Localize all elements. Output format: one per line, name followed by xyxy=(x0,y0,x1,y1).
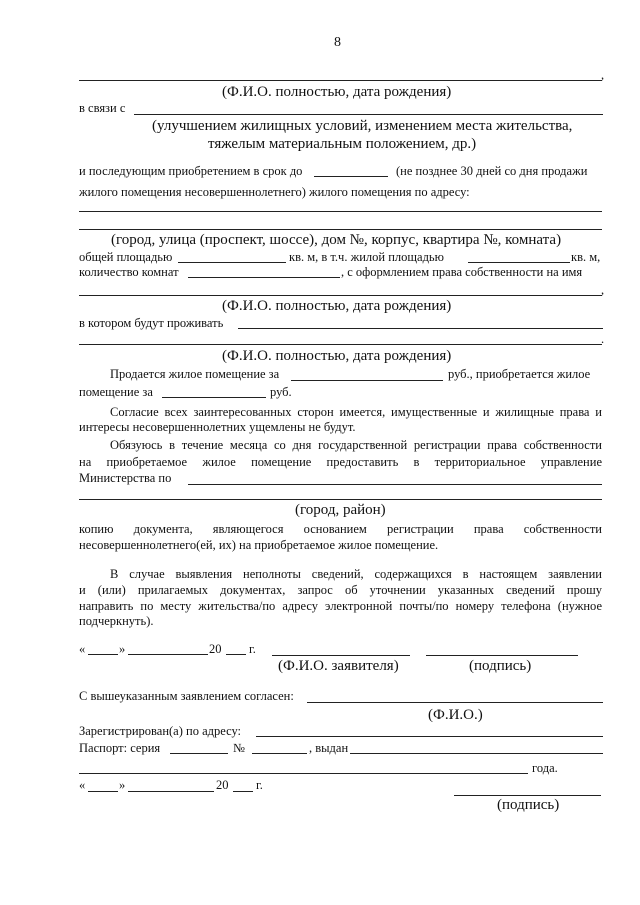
total-area-label: общей площадью xyxy=(79,250,173,264)
in-connection-label: в связи с xyxy=(79,101,126,115)
consent-line-2: интересы несовершеннолетних ущемлены не будут. xyxy=(79,420,356,434)
consent-line-1: Согласие всех заинтересованных сторон имеется, имущественные и жилищные права и xyxy=(110,405,602,419)
rub-label: руб. xyxy=(270,385,292,399)
ministry-line xyxy=(188,484,602,485)
date-month-line-1 xyxy=(128,654,208,655)
incomplete-line-1: В случае выявления неполноты сведений, содержащихся в настоящем заявлении xyxy=(110,567,602,581)
caption-city-district: (город, район) xyxy=(295,502,386,518)
comma-1: , xyxy=(601,68,605,82)
deadline-line xyxy=(314,176,388,177)
issued-by-line xyxy=(350,753,603,754)
oblige-line-3: Министерства по xyxy=(79,471,172,485)
incomplete-line-4: подчеркнуть). xyxy=(79,614,154,628)
date-g-1: г. xyxy=(249,642,256,656)
fio-line-2 xyxy=(79,295,602,296)
will-live-label: в котором будут проживать xyxy=(79,316,224,330)
reason-line xyxy=(134,114,603,115)
date-g-2: г. xyxy=(256,778,263,792)
passport-series-line xyxy=(170,753,228,754)
date-year-20-2: 20 xyxy=(216,778,229,792)
issued-label: , выдан xyxy=(309,741,349,755)
applicant-sign-line xyxy=(426,655,578,656)
page-number: 8 xyxy=(334,35,341,50)
rub-acquired-label: руб., приобретается жилое xyxy=(448,367,591,381)
date-quote-close-2: » xyxy=(119,778,126,792)
living-area-label: кв. м, в т.ч. жилой площадью xyxy=(289,250,444,264)
sold-for-label: Продается жилое помещение за xyxy=(110,367,280,381)
registered-label: Зарегистрирован(а) по адресу: xyxy=(79,724,242,738)
year-word: года. xyxy=(532,761,558,775)
date-month-line-2 xyxy=(128,791,214,792)
fio-line-1 xyxy=(79,80,602,81)
issued-by-line-2 xyxy=(79,773,528,774)
passport-number-sign: № xyxy=(233,741,245,755)
address-line-1 xyxy=(79,211,602,212)
rooms-line xyxy=(188,277,340,278)
premises-for-label: помещение за xyxy=(79,385,153,399)
caption-fio-dob-2: (Ф.И.О. полностью, дата рождения) xyxy=(222,298,452,314)
caption-address: (город, улица (проспект, шоссе), дом №, корпус, квартира №, комната) xyxy=(111,232,562,248)
incomplete-line-3: направить по месту жительства/по адресу электронной почты/по номеру телефона (нужное xyxy=(79,599,602,613)
caption-applicant: (Ф.И.О. заявителя) xyxy=(278,658,399,674)
fio-line-3 xyxy=(79,344,602,345)
comma-2: , xyxy=(601,283,605,297)
living-premises-label: жилого помещения несовершеннолетнего) жилого помещения по адресу: xyxy=(79,185,470,199)
ownership-label: , с оформлением права собственности на имя xyxy=(341,265,583,279)
city-district-line xyxy=(79,499,602,500)
date-day-line-2 xyxy=(88,791,118,792)
date-quote-close-1: » xyxy=(119,642,126,656)
agreed-label: С вышеуказанным заявлением согласен: xyxy=(79,689,294,703)
caption-fio-dob-3: (Ф.И.О. полностью, дата рождения) xyxy=(222,348,452,364)
dot-1: . xyxy=(601,332,605,346)
date-quote-open-2: « xyxy=(79,778,86,792)
oblige-line-2: на приобретаемое жилое помещение предоставить в территориальное управление xyxy=(79,455,602,469)
caption-signature-1: (подпись) xyxy=(469,658,532,674)
incomplete-line-2: и (или) прилагаемых документах, запрос об уточнении указанных сведений прошу xyxy=(79,583,602,597)
date-year-20-1: 20 xyxy=(209,642,222,656)
total-area-line xyxy=(178,262,286,263)
living-area-line xyxy=(468,262,570,263)
caption-reason-1: (улучшением жилищных условий, изменением места жительства, xyxy=(152,118,573,134)
registered-line xyxy=(256,736,603,737)
date-year-line-2 xyxy=(233,791,253,792)
oblige-line-1: Обязуюсь в течение месяца со дня государственной регистрации права собственности xyxy=(110,438,602,452)
will-live-line xyxy=(238,328,603,329)
deadline-note: (не позднее 30 дней со дня продажи xyxy=(396,164,588,178)
copy-line-2: несовершеннолетнего(ей, их) на приобретаемое жилое помещение. xyxy=(79,538,439,552)
agreed-fio-line xyxy=(307,702,603,703)
agreed-sign-line xyxy=(454,795,601,796)
buy-price-line xyxy=(162,397,266,398)
caption-fio: (Ф.И.О.) xyxy=(428,707,483,723)
applicant-name-line xyxy=(272,655,410,656)
date-year-line-1 xyxy=(226,654,246,655)
rooms-label: количество комнат xyxy=(79,265,179,279)
caption-signature-2: (подпись) xyxy=(497,797,560,813)
date-quote-open-1: « xyxy=(79,642,86,656)
address-line-2 xyxy=(79,229,602,230)
date-day-line-1 xyxy=(88,654,118,655)
caption-reason-2: тяжелым материальным положением, др.) xyxy=(208,136,477,152)
passport-number-line xyxy=(252,753,307,754)
passport-series-label: Паспорт: серия xyxy=(79,741,161,755)
copy-line-1: копию документа, являющегося основанием регистрации права собственности xyxy=(79,522,602,536)
sqm-label: кв. м, xyxy=(571,250,601,264)
sold-price-line xyxy=(291,380,443,381)
acquisition-label: и последующим приобретением в срок до xyxy=(79,164,303,178)
caption-fio-dob-1: (Ф.И.О. полностью, дата рождения) xyxy=(222,84,452,100)
